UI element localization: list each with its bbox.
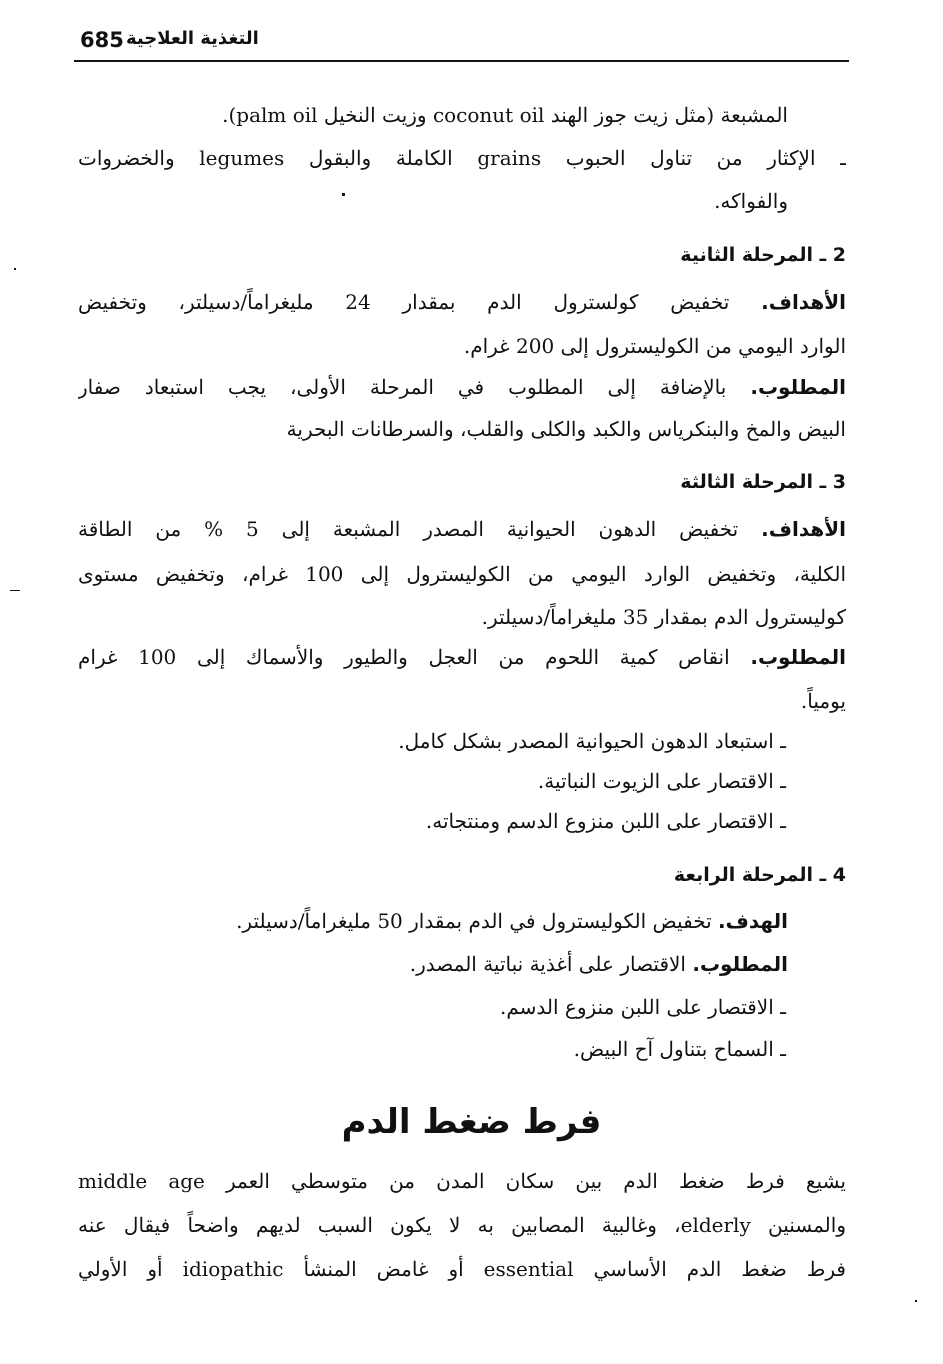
bullet-line: ـ السماح بتناول آح البيض. xyxy=(573,1037,786,1061)
required-text: بالإضافة إلى المطلوب في المرحلة الأولى، يجب استبعاد صفار xyxy=(78,375,751,399)
label-required: المطلوب. xyxy=(692,952,788,976)
paragraph-line: الكلية، وتخفيض الوارد اليومي من الكوليسترول إلى 100 غرام، وتخفيض مستوى xyxy=(78,562,846,586)
scan-speck xyxy=(915,1300,917,1302)
scan-speck xyxy=(342,193,345,196)
section-heading: 4 ـ المرحلة الرابعة xyxy=(673,864,846,886)
goal-text: تخفيض الكوليسترول في الدم بمقدار 50 مليغراماً/دسيلتر. xyxy=(236,909,719,933)
scan-speck xyxy=(14,268,16,270)
page-number: 685 xyxy=(80,28,124,52)
bullet-line: ـ الاقتصار على اللبن منزوع الدسم. xyxy=(499,995,786,1019)
paragraph-line: الوارد اليومي من الكوليسترول إلى 200 غرام. xyxy=(463,334,846,358)
required-text: الاقتصار على أغذية نباتية المصدر. xyxy=(409,952,693,976)
paragraph-line: والمسنين elderly، وغالبية المصابين به لا يكون السبب لديهم واضحاً فيقال عنه xyxy=(78,1213,846,1237)
paragraph-line xyxy=(78,283,846,321)
required-text: انقاص كمية اللحوم من العجل والطيور والأسماك إلى 100 غرام xyxy=(78,645,751,669)
paragraph-line: يومياً. xyxy=(800,689,846,713)
bullet-line: ـ الإكثار من تناول الحبوب grains الكاملة والبقول legumes والخضروات xyxy=(78,146,846,170)
paragraph-line xyxy=(78,945,846,983)
label-required: المطلوب. xyxy=(750,375,846,399)
paragraph-line xyxy=(78,368,846,406)
label-goals: الأهداف. xyxy=(761,517,846,541)
chapter-title: فرط ضغط الدم xyxy=(341,1102,602,1142)
paragraph-line: البيض والمخ والبنكرياس والكبد والكلى والقلب، والسرطانات البحرية xyxy=(286,417,846,441)
bullet-line: ـ الاقتصار على الزيوت النباتية. xyxy=(537,769,786,793)
label-required: المطلوب. xyxy=(750,645,846,669)
paragraph-line: فرط ضغط الدم الأساسي essential أو غامض المنشأ idiopathic أو الأولي xyxy=(78,1257,846,1281)
bullet-line: ـ استبعاد الدهون الحيوانية المصدر بشكل كامل. xyxy=(398,729,786,753)
text-line: المشبعة (مثل زيت جوز الهند coconut oil وزيت النخيل palm oil). xyxy=(222,103,788,127)
section-heading: 2 ـ المرحلة الثانية xyxy=(680,244,846,266)
section-heading: 3 ـ المرحلة الثالثة xyxy=(680,471,846,493)
running-header xyxy=(74,26,849,62)
goal-text: تخفيض الدهون الحيوانية المصدر المشبعة إلى 5 % من الطاقة xyxy=(78,517,762,541)
bullet-line: ـ الاقتصار على اللبن منزوع الدسم ومنتجاته. xyxy=(425,809,786,833)
label-goals: الأهداف. xyxy=(761,290,846,314)
text-line: والفواكه. xyxy=(714,189,788,213)
paragraph-line xyxy=(78,902,846,940)
running-title: التغذية العلاجية xyxy=(126,28,259,49)
paragraph-line: كوليسترول الدم بمقدار 35 مليغراماً/دسيلتر. xyxy=(481,605,846,629)
goal-text: تخفيض كولسترول الدم بمقدار 24 مليغراماً/دسيلتر، وتخفيض xyxy=(78,290,762,314)
label-goal: الهدف. xyxy=(718,909,788,933)
paragraph-line xyxy=(78,510,846,548)
scan-speck xyxy=(10,590,20,591)
paragraph-line xyxy=(78,638,846,676)
paragraph-line: يشيع فرط ضغط الدم بين سكان المدن من متوسطي العمر middle age xyxy=(78,1169,846,1193)
